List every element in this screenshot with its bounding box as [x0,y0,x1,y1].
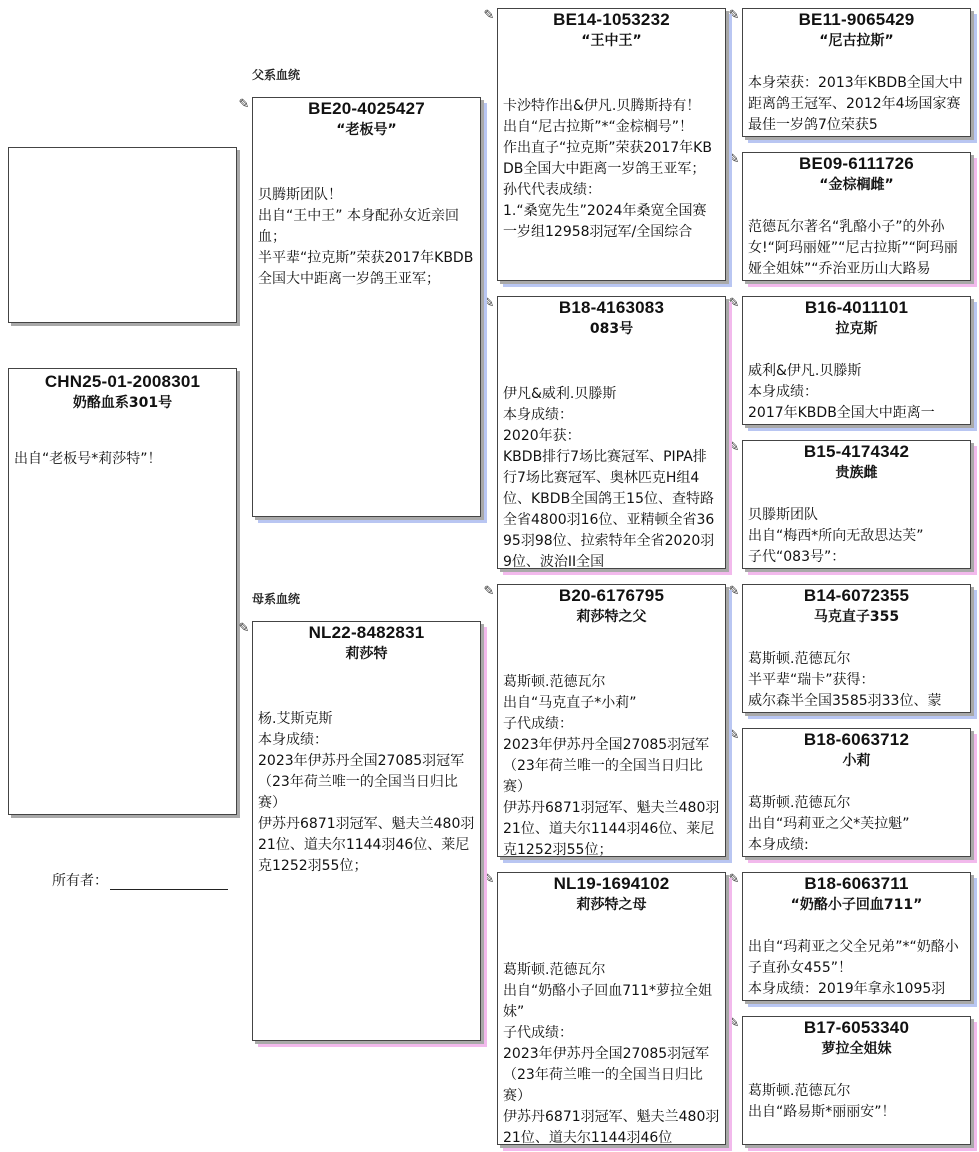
great-grandparent-card[interactable] [742,872,971,1001]
pigeon-desc: 贝腾斯团队！ 出自“王中王” 本身配孙女近亲回血； 半平辈“拉克斯”荣获2017年KBDB全国大中距离一岁鸽王亚军； [258,187,474,287]
connector-icon: ✎ [238,621,250,636]
connector-icon: ✎ [483,296,495,311]
ring-number: BE20-4025427 [308,99,425,118]
ring-number: B18-4163083 [558,298,665,317]
pigeon-desc: 本身荣获：2013年KBDB全国大中距离鸽王冠军、2012年4场国家赛最佳一岁鸽7位荣获5 [748,75,963,133]
subject-card[interactable] [8,368,237,815]
connector-icon: ✎ [728,584,740,599]
ring-number: CHN25-01-2008301 [44,372,201,391]
sire-line-label: 父系血统 [252,68,301,82]
pigeon-name: 莉莎特 [345,646,388,662]
pigeon-desc: 葛斯顿.范德瓦尔 出自“马克直子*小莉” 子代成绩： 2023年伊苏丹全国27085羽冠军（23年荷兰唯一的全国当日归比赛） 伊苏丹6871羽冠军、魁夫兰480羽21位、道夫尔1144羽46位、莱尼克1252羽55位； [503,674,720,857]
great-grandparent-card[interactable] [742,728,971,857]
owner-field[interactable] [110,875,228,890]
pigeon-desc: 葛斯顿.范德瓦尔 出自“路易斯*丽丽安”！ [748,1083,896,1120]
granddam-maternal-card[interactable] [497,872,726,1145]
dam-line-label: 母系血统 [252,592,301,606]
pigeon-name: “奶酪小子回血711” [790,897,923,913]
pigeon-name: 奶酪血系301号 [72,395,173,411]
great-grandparent-card[interactable] [742,152,971,281]
ring-number: B17-6053340 [803,1018,910,1037]
pigeon-name: “金棕榈雌” [819,177,894,193]
granddam-paternal-card[interactable] [497,296,726,569]
connector-icon: ✎ [728,296,740,311]
pigeon-name: 小莉 [842,753,871,769]
great-grandparent-card[interactable] [742,8,971,137]
connector-icon: ✎ [728,152,740,167]
pigeon-desc: 葛斯顿.范德瓦尔 出自“奶酪小子回血711*萝拉全姐妹” 子代成绩： 2023年伊苏丹全国27085羽冠军（23年荷兰唯一的全国当日归比赛） 伊苏丹6871羽冠军、魁夫兰480羽21位、道夫尔1144羽46位 [503,962,720,1145]
ring-number: B14-6072355 [803,586,910,605]
pigeon-desc: 葛斯顿.范德瓦尔 半平辈“瑞卡”获得： 威尔森半全国3585羽33位、蒙 [748,651,942,709]
ring-number: B18-6063712 [803,730,910,749]
pigeon-desc: 葛斯顿.范德瓦尔 出自“玛莉亚之父*芙拉魁” 本身成绩: [748,795,910,853]
pigeon-desc: 出自“老板号*莉莎特”！ [14,451,162,467]
pigeon-name: 贵族雌 [835,465,878,481]
pigeon-name: 莉莎特之父 [576,609,647,625]
connector-icon: ✎ [728,8,740,23]
connector-icon: ✎ [728,440,740,455]
great-grandparent-card[interactable] [742,440,971,569]
pigeon-name: 莉莎特之母 [576,897,647,913]
photo-box[interactable] [8,147,237,323]
grandsire-paternal-card[interactable] [497,8,726,281]
pigeon-name: “王中王” [581,33,642,49]
pigeon-desc: 贝滕斯团队 出自“梅西*所向无敌思达芙” 子代“083号”： [748,507,924,565]
ring-number: BE11-9065429 [798,10,915,29]
dam-card[interactable] [252,621,481,1041]
pigeon-name: 083号 [589,321,634,337]
pigeon-desc: 出自“玛莉亚之父全兄弟”*“奶酪小子直孙女455”！ 本身成绩：2019年拿永1095羽 [748,939,959,997]
connector-icon: ✎ [728,1016,740,1031]
connector-icon: ✎ [483,8,495,23]
pigeon-desc: 伊凡&威利.贝滕斯 本身成绩： 2020年获： KBDB排行7场比赛冠军、PIPA排行7场比赛冠军、奥林匹克H组4位、KBDB全国鸽王15位、查特路全省4800羽16位、亚精顿全省3695羽98位、拉索特年全省2020羽9位、波治II全国 [503,386,715,569]
connector-icon: ✎ [483,872,495,887]
great-grandparent-card[interactable] [742,584,971,713]
ring-number: BE09-6111726 [799,154,914,173]
grandsire-maternal-card[interactable] [497,584,726,857]
pigeon-name: “老板号” [336,122,397,138]
great-grandparent-card[interactable] [742,1016,971,1145]
pigeon-name: 萝拉全姐妹 [821,1041,892,1057]
owner-line [52,870,228,890]
ring-number: NL22-8482831 [308,623,425,642]
ring-number: B18-6063711 [804,874,909,893]
connector-icon: ✎ [728,728,740,743]
pigeon-desc: 卡沙特作出&伊凡.贝腾斯持有！ 出自“尼古拉斯”*“金棕榈号”！ 作出直子“拉克斯”荣获2017年KBDB全国大中距离一岁鸽王亚军； 孙代代表成绩： 1.“桑宽先生”2024年桑宽全国赛一岁组12958羽冠军/全国综合 [503,98,712,240]
connector-icon: ✎ [483,584,495,599]
great-grandparent-card[interactable] [742,296,971,425]
ring-number: B20-6176795 [558,586,665,605]
pigeon-desc: 范德瓦尔著名“乳酪小子”的外孙女!“阿玛丽娅”“尼古拉斯”“阿玛丽娅全姐妹”“乔治亚历山大路易 [748,219,958,277]
connector-icon: ✎ [238,97,250,112]
ring-number: NL19-1694102 [553,874,670,893]
ring-number: B15-4174342 [803,442,910,461]
pigeon-name: “尼古拉斯” [819,33,894,49]
ring-number: BE14-1053232 [553,10,670,29]
pigeon-desc: 杨.艾斯克斯 本身成绩： 2023年伊苏丹全国27085羽冠军（23年荷兰唯一的全国当日归比赛） 伊苏丹6871羽冠军、魁夫兰480羽21位、道夫尔1144羽46位、莱尼克1252羽55位； [258,711,475,874]
owner-label: 所有者： [52,873,108,889]
pigeon-name: 拉克斯 [835,321,878,337]
connector-icon: ✎ [728,872,740,887]
ring-number: B16-4011101 [804,298,909,317]
pigeon-name: 马克直子355 [813,609,900,625]
sire-card[interactable] [252,97,481,517]
pigeon-desc: 威利&伊凡.贝滕斯 本身成绩： 2017年KBDB全国大中距离一 [748,363,935,421]
